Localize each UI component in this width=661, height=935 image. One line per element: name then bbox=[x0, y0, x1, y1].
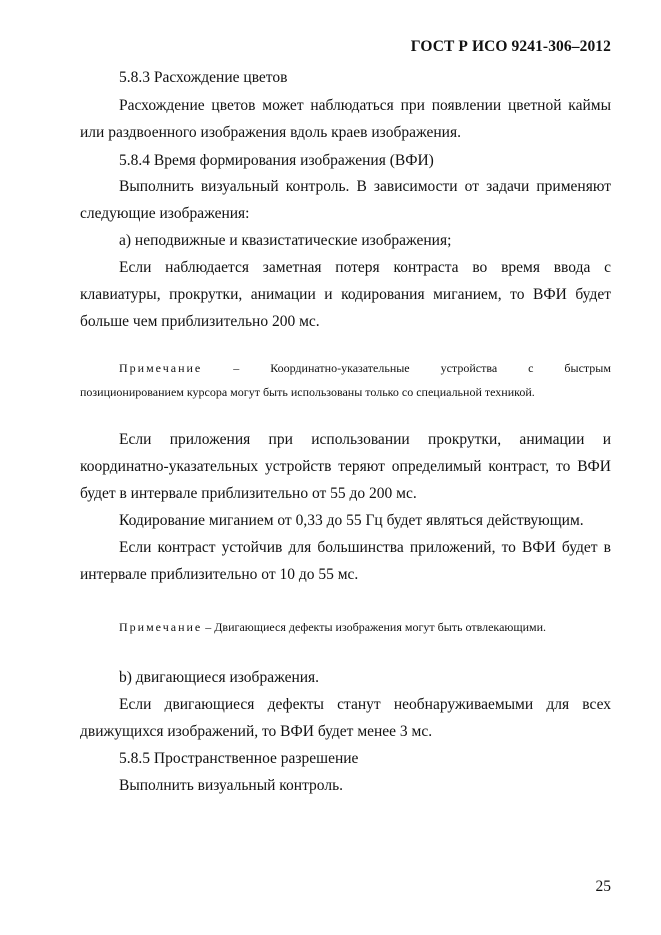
note-dash: – bbox=[233, 361, 240, 375]
section-5-8-5-heading: 5.8.5 Пространственное разрешение bbox=[119, 750, 359, 767]
paragraph-line: Расхождение цветов может наблюдаться при появлении цветной каймы bbox=[119, 97, 611, 114]
standard-header: ГОСТ Р ИСО 9241-306–2012 bbox=[410, 38, 611, 55]
paragraph-line: или раздвоенного изображения вдоль краев изображения. bbox=[80, 124, 461, 141]
section-5-8-4-heading: 5.8.4 Время формирования изображения (ВФИ) bbox=[119, 152, 434, 169]
paragraph-line: следующие изображения: bbox=[80, 205, 250, 222]
note-2 bbox=[119, 619, 546, 635]
paragraph-line: Выполнить визуальный контроль. В зависимости от задачи применяют bbox=[119, 178, 611, 195]
paragraph-line: Выполнить визуальный контроль. bbox=[119, 777, 344, 794]
paragraph-line: Если контраст устойчив для большинства приложений, то ВФИ будет в bbox=[119, 539, 611, 556]
page-number: 25 bbox=[595, 878, 611, 895]
paragraph-line: будет в интервале приблизительно от 55 до 200 мс. bbox=[80, 485, 417, 502]
paragraph-line: движущихся изображений, то ВФИ будет менее 3 мс. bbox=[80, 723, 433, 740]
note-word: Координатно-указательные bbox=[270, 361, 410, 375]
note-1 bbox=[119, 361, 611, 376]
note-word: быстрым bbox=[564, 361, 611, 375]
paragraph-line: интервале приблизительно от 10 до 55 мс. bbox=[80, 566, 359, 583]
note-text: – Двигающиеся дефекты изображения могут быть отвлекающими. bbox=[202, 620, 547, 634]
paragraph-line: Кодирование миганием от 0,33 до 55 Гц будет являться действующим. bbox=[119, 512, 584, 529]
paragraph-line: Если наблюдается заметная потеря контраста во время ввода с bbox=[119, 259, 611, 276]
note-word: с bbox=[528, 361, 534, 375]
paragraph-line: Если двигающиеся дефекты станут необнаруживаемыми для всех bbox=[119, 696, 611, 713]
paragraph-line: клавиатуры, прокрутки, анимации и кодирования миганием, то ВФИ будет bbox=[80, 286, 611, 303]
list-item-b: b) двигающиеся изображения. bbox=[119, 669, 320, 686]
paragraph-line: больше чем приблизительно 200 мс. bbox=[80, 313, 320, 330]
note-word: устройства bbox=[440, 361, 498, 375]
section-5-8-3-heading: 5.8.3 Расхождение цветов bbox=[119, 69, 288, 86]
paragraph-line: координатно-указательных устройств теряют определимый контраст, то ВФИ bbox=[80, 458, 611, 475]
list-item-a: а) неподвижные и квазистатические изображения; bbox=[119, 232, 452, 249]
note-1-continuation: позиционированием курсора могут быть использованы только со специальной техникой. bbox=[80, 385, 535, 399]
note-label: Примечание bbox=[119, 361, 203, 375]
note-label: Примечание bbox=[119, 620, 203, 634]
paragraph-line: Если приложения при использовании прокрутки, анимации и bbox=[119, 431, 611, 448]
